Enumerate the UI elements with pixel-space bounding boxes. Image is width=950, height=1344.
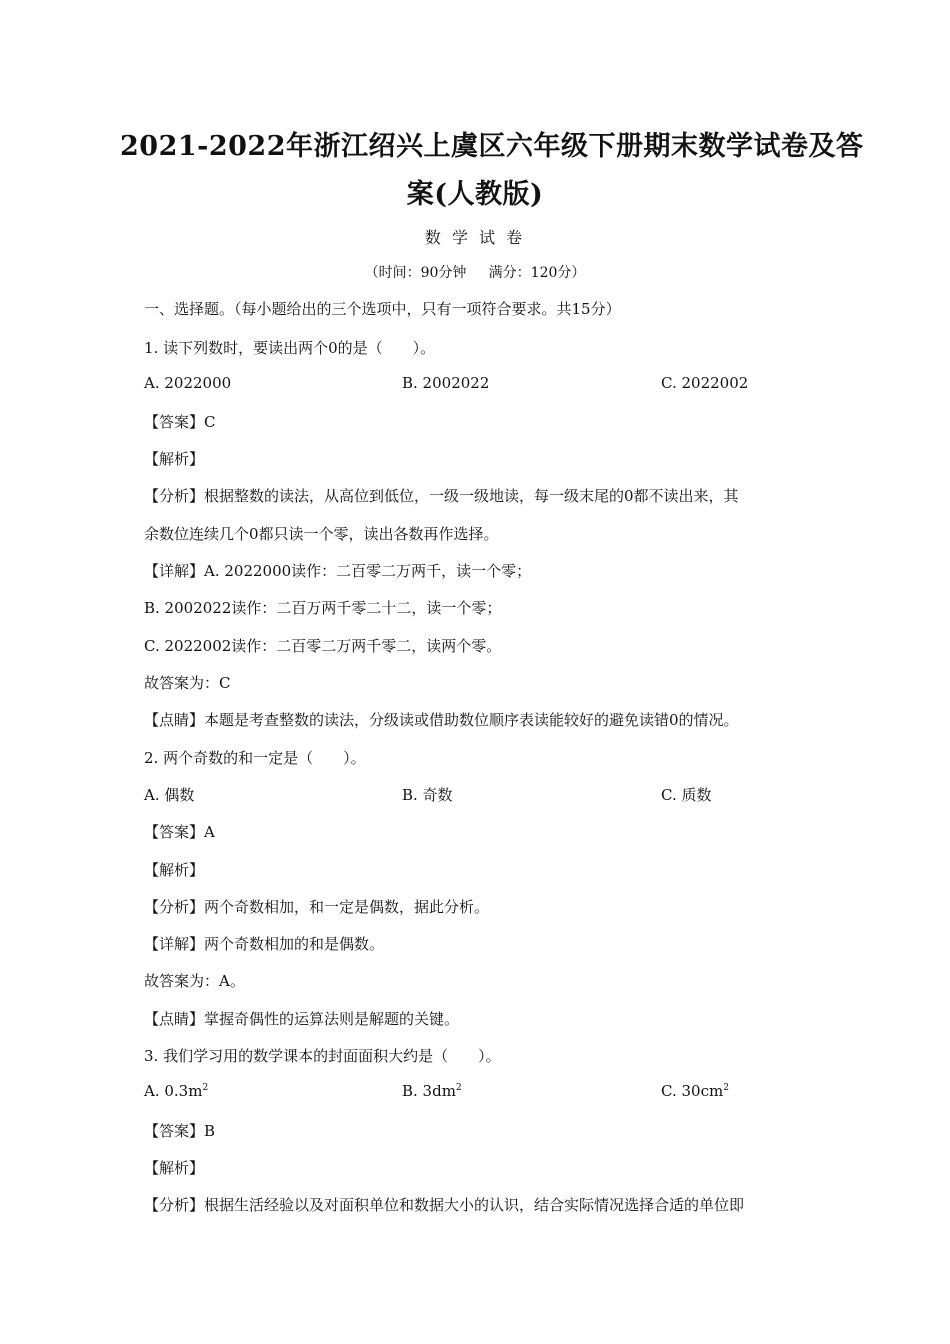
question-2-answer: 【答案】A	[144, 823, 215, 841]
question-3-option-a-text: A. 0.3m	[144, 1082, 203, 1100]
question-2-option-c: C. 质数	[661, 786, 712, 804]
question-1-option-c: C. 2022002	[661, 374, 749, 392]
question-1-stem: 1. 读下列数时，要读出两个0的是（ ）。	[144, 339, 436, 357]
question-1-option-b: B. 2002022	[402, 374, 490, 392]
time-score-info: （时间：90分钟 满分：120分）	[364, 265, 586, 281]
question-1-fenxi-line2: 余数位连续几个0都只读一个零，读出各数再作选择。	[144, 525, 499, 543]
question-1-dianjing: 【点睛】本题是考查整数的读法，分级读或借助数位顺序表读能较好的避免读错0的情况。	[144, 711, 739, 729]
question-2-fenxi: 【分析】两个奇数相加，和一定是偶数，据此分析。	[144, 898, 490, 916]
question-1-answer: 【答案】C	[144, 413, 216, 431]
question-1-fenxi-line1: 【分析】根据整数的读法，从高位到低位，一级一级地读，每一级末尾的0都不读出来，其	[144, 487, 739, 505]
question-1-xiangjie-line1: 【详解】A. 2022000读作：二百零二万两千，读一个零；	[144, 562, 532, 580]
page-title-line1: 2021-2022年浙江绍兴上虞区六年级下册期末数学试卷及答	[120, 131, 864, 162]
question-3-option-b-text: B. 3dm	[402, 1082, 456, 1100]
question-1-analysis-label: 【解析】	[144, 450, 205, 468]
question-3-option-b	[402, 1082, 462, 1100]
question-2-xiangjie: 【详解】两个奇数相加的和是偶数。	[144, 935, 385, 953]
exam-subtitle: 数 学 试 卷	[424, 228, 526, 247]
question-2-option-b: B. 奇数	[402, 786, 453, 804]
question-2-analysis-label: 【解析】	[144, 861, 205, 879]
question-1-xiangjie-line3: C. 2022002读作：二百零二万两千零二，读两个零。	[144, 637, 502, 655]
question-3-option-a	[144, 1082, 208, 1100]
question-1-xiangjie-line2: B. 2002022读作：二百万两千零二十二，读一个零；	[144, 599, 502, 617]
question-3-option-c-text: C. 30cm	[661, 1082, 724, 1100]
question-1-option-a: A. 2022000	[144, 374, 232, 392]
question-3-fenxi: 【分析】根据生活经验以及对面积单位和数据大小的认识，结合实际情况选择合适的单位即	[144, 1196, 745, 1214]
question-3-option-c	[661, 1082, 729, 1100]
question-3-answer: 【答案】B	[144, 1122, 216, 1140]
question-3-option-a-sup: 2	[202, 1083, 209, 1093]
question-3-analysis-label: 【解析】	[144, 1159, 205, 1177]
section-heading: 一、选择题。（每小题给出的三个选项中，只有一项符合要求。共15分）	[144, 300, 621, 318]
question-1-conclusion: 故答案为：C	[144, 674, 231, 692]
question-3-stem: 3. 我们学习用的数学课本的封面面积大约是（ ）。	[144, 1047, 501, 1065]
question-3-option-c-sup: 2	[723, 1083, 729, 1093]
page-title-line2: 案(人教版)	[406, 179, 544, 210]
question-2-stem: 2. 两个奇数的和一定是（ ）。	[144, 749, 366, 767]
question-2-conclusion: 故答案为：A。	[144, 972, 245, 990]
question-3-option-b-sup: 2	[455, 1083, 462, 1093]
question-2-option-a: A. 偶数	[144, 786, 195, 804]
question-2-dianjing: 【点睛】掌握奇偶性的运算法则是解题的关键。	[144, 1010, 460, 1028]
